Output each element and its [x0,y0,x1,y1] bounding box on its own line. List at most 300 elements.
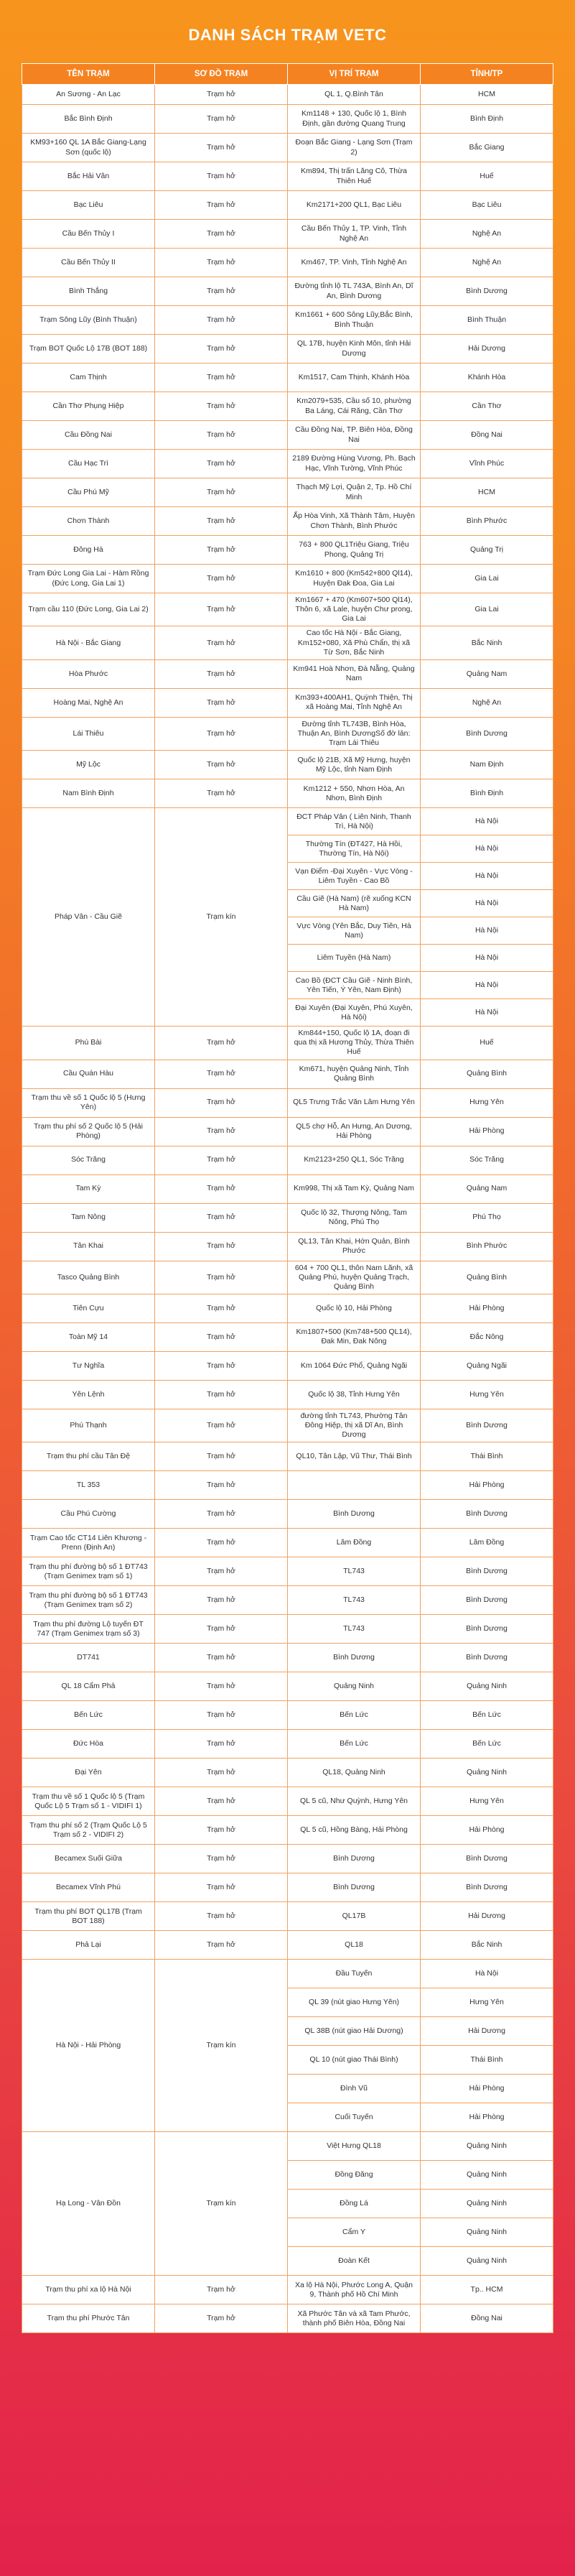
province-cell: Hải Phòng [421,1117,553,1146]
province-cell: Hưng Yên [421,1088,553,1117]
province-cell: Hà Nội [421,808,553,835]
station-location-cell: Đường tỉnh lộ TL 743A, Bình An, Dĩ An, Bình Dương [288,277,421,306]
station-name-cell: Đông Hà [22,536,155,565]
province-cell: Bến Lức [421,1701,553,1730]
station-map-cell: Trạm hở [155,1027,288,1060]
station-map-cell: Trạm hở [155,1471,288,1500]
station-location-cell: Bình Dương [288,1644,421,1672]
table-row [22,1816,553,1845]
station-map-cell: Trạm hở [155,1088,288,1117]
table-row [22,277,553,306]
table-header-row [22,64,553,85]
station-location-cell: TL743 [288,1615,421,1644]
table-row [22,478,553,507]
province-cell: Quảng Nam [421,1175,553,1203]
station-map-cell: Trạm hở [155,2304,288,2333]
station-map-cell: Trạm hở [155,1759,288,1787]
province-cell: Bình Dương [421,1615,553,1644]
station-location-cell: Cao tốc Hà Nội - Bắc Giang, Km152+080, Xã Phù Chẩn, thị xã Từ Sơn, Bắc Ninh [288,626,421,659]
table-row [22,1672,553,1701]
station-location-cell: Liêm Tuyền (Hà Nam) [288,945,421,972]
province-cell: Bắc Giang [421,134,553,162]
table-row [22,306,553,335]
station-location-cell: QL5 chợ Hỗ, An Hưng, An Dương, Hải Phòng [288,1117,421,1146]
station-name-cell: Trạm Sông Lũy (Bình Thuận) [22,306,155,335]
table-row [22,1644,553,1672]
station-map-cell: Trạm hở [155,1442,288,1471]
station-name-cell: Yên Lệnh [22,1380,155,1409]
station-location-cell: QL5 Trưng Trắc Văn Lâm Hưng Yên [288,1088,421,1117]
station-map-cell: Trạm hở [155,306,288,335]
station-location-cell: Km1148 + 130, Quốc lộ 1, Bình Định, gần đường Quang Trung [288,105,421,134]
table-row [22,450,553,478]
station-name-cell: Cầu Bến Thủy II [22,249,155,277]
station-map-cell: Trạm hở [155,1787,288,1816]
station-location-cell: Bình Dương [288,1873,421,1902]
station-location-cell: đường tỉnh TL743, Phường Tân Đông Hiệp, thị xã Dĩ An, Bình Dương [288,1409,421,1442]
province-cell: Bình Dương [421,717,553,750]
station-map-cell: Trạm kín [155,2132,288,2276]
station-location-cell: Bến Lức [288,1730,421,1759]
province-cell: Bình Định [421,105,553,134]
table-row [22,1500,553,1529]
table-row [22,1232,553,1261]
table-row [22,717,553,750]
station-name-cell: Đại Yên [22,1759,155,1787]
station-name-cell: Trạm thu về số 1 Quốc lộ 5 (Trạm Quốc Lộ 5 Trạm số 1 - VIDIFI 1) [22,1787,155,1816]
station-name-cell: Hà Nội - Bắc Giang [22,626,155,659]
station-map-cell: Trạm hở [155,1232,288,1261]
station-map-cell: Trạm hở [155,450,288,478]
province-cell: Bình Dương [421,1644,553,1672]
station-map-cell: Trạm kín [155,808,288,1027]
province-cell: Cần Thơ [421,392,553,421]
station-name-cell: DT741 [22,1644,155,1672]
table-row [22,1261,553,1294]
station-location-cell: Thường Tín (ĐT427, Hà Hồi, Thường Tín, Hà Nội) [288,835,421,863]
station-map-cell: Trạm hở [155,1500,288,1529]
station-name-cell: Nam Bình Định [22,779,155,808]
page-title: DANH SÁCH TRẠM VETC [188,26,387,44]
station-location-cell [288,1471,421,1500]
station-name-cell: Trạm thu phí số 2 Quốc lộ 5 (Hải Phòng) [22,1117,155,1146]
station-location-cell: Xã Phước Tân và xã Tam Phước, thành phố Biên Hòa, Đồng Nai [288,2304,421,2333]
province-cell: Đồng Nai [421,421,553,450]
province-cell: Nghệ An [421,249,553,277]
station-name-cell: Trạm thu phí đường bộ số 1 ĐT743 (Trạm Genimex trạm số 2) [22,1586,155,1615]
table-row [22,1322,553,1351]
station-map-cell: Trạm hở [155,688,288,717]
province-cell: Hà Nội [421,945,553,972]
station-name-cell: Tân Khai [22,1232,155,1261]
table-row [22,1203,553,1232]
province-cell: Hà Nội [421,917,553,945]
province-cell: Sóc Trăng [421,1146,553,1175]
station-location-cell: Km1610 + 800 (Km542+800 Ql14), Huyện Đak Đoa, Gia Lai [288,565,421,593]
station-map-cell: Trạm hở [155,1060,288,1088]
province-cell: Hưng Yên [421,1787,553,1816]
station-map-cell: Trạm hở [155,1529,288,1557]
table-row [22,1615,553,1644]
station-location-cell: Quốc lộ 21B, Xã Mỹ Hưng, huyện Mỹ Lộc, tỉnh Nam Định [288,751,421,779]
province-cell: Quảng Bình [421,1060,553,1088]
province-cell: Nghệ An [421,220,553,249]
station-name-cell: Bình Thắng [22,277,155,306]
station-location-cell: QL18 [288,1931,421,1960]
province-cell: Hà Nội [421,972,553,999]
station-map-cell: Trạm hở [155,1845,288,1873]
table-row [22,1175,553,1203]
station-map-cell: Trạm hở [155,1380,288,1409]
station-name-cell: QL 18 Cẩm Phả [22,1672,155,1701]
table-row [22,659,553,688]
station-location-cell: Đường tỉnh TL743B, Bình Hòa, Thuận An, Bình DươngSố đờ lản: Trạm Lái Thiêu [288,717,421,750]
station-location-cell: Quốc lộ 38, Tỉnh Hưng Yên [288,1380,421,1409]
station-map-cell: Trạm hở [155,1672,288,1701]
table-row [22,536,553,565]
province-cell: Lâm Đồng [421,1529,553,1557]
station-location-cell: Đầu Tuyến [288,1960,421,1988]
province-cell: Hải Phòng [421,1816,553,1845]
station-location-cell: Cuối Tuyến [288,2103,421,2132]
table-row [22,2276,553,2304]
table-row [22,363,553,392]
table-row [22,1529,553,1557]
province-cell: Quảng Ninh [421,2132,553,2161]
station-name-cell: Trạm thu phí đường bộ số 1 ĐT743 (Trạm Genimex trạm số 1) [22,1557,155,1586]
station-location-cell: Quảng Ninh [288,1672,421,1701]
table-row [22,162,553,191]
province-cell: Nghệ An [421,688,553,717]
station-name-cell: Bạc Liêu [22,191,155,220]
station-location-cell: Thạch Mỹ Lợi, Quận 2, Tp. Hồ Chí Minh [288,478,421,507]
station-location-cell: Km1807+500 (Km748+500 QL14), Đak Min, Đak Nông [288,1322,421,1351]
table-row [22,1845,553,1873]
table-row [22,1294,553,1322]
station-map-cell: Trạm hở [155,1261,288,1294]
table-row [22,249,553,277]
table-row [22,85,553,105]
province-cell: Bạc Liêu [421,191,553,220]
province-cell: Đắc Nông [421,1322,553,1351]
province-cell: Tp.. HCM [421,2276,553,2304]
province-cell: Hải Dương [421,1902,553,1931]
station-map-cell: Trạm hở [155,421,288,450]
station-name-cell: Phú Bài [22,1027,155,1060]
station-location-cell: Đồng Lá [288,2190,421,2218]
station-name-cell: Hòa Phước [22,659,155,688]
station-name-cell: Cầu Bến Thủy I [22,220,155,249]
station-name-cell: Bắc Bình Định [22,105,155,134]
table-row [22,1380,553,1409]
station-map-cell: Trạm hở [155,1902,288,1931]
station-location-cell: Km1667 + 470 (Km607+500 Ql14), Thôn 6, xã Lale, huyện Chư prong, Gia Lai [288,593,421,626]
province-cell: HCM [421,85,553,105]
station-name-cell: Tam Nông [22,1203,155,1232]
station-map-cell: Trạm hở [155,1203,288,1232]
station-location-cell: Km894, Thị trấn Lăng Cô, Thừa Thiên Huế [288,162,421,191]
station-location-cell: Cẩm Y [288,2218,421,2247]
station-location-cell: Đồng Đăng [288,2161,421,2190]
station-location-cell: Km671, huyện Quảng Ninh, Tỉnh Quảng Bình [288,1060,421,1088]
station-map-cell: Trạm hở [155,2276,288,2304]
station-location-cell: ĐCT Pháp Vân ( Liên Ninh, Thanh Trì, Hà Nội) [288,808,421,835]
table-row [22,565,553,593]
station-location-cell: Cao Bồ (ĐCT Cầu Giẽ - Ninh Bình, Yên Tiến, Ý Yên, Nam Định) [288,972,421,999]
station-map-cell: Trạm hở [155,478,288,507]
province-cell: Bến Lức [421,1730,553,1759]
table-row [22,1409,553,1442]
station-location-cell: TL743 [288,1586,421,1615]
station-name-cell: Tiên Cựu [22,1294,155,1322]
table-row [22,191,553,220]
station-name-cell: Pháp Vân - Cầu Giẽ [22,808,155,1027]
station-location-cell: 763 + 800 QL1Triệu Giang, Triệu Phong, Quảng Trị [288,536,421,565]
province-cell: Hải Phòng [421,2075,553,2103]
province-cell: Thái Bình [421,2046,553,2075]
province-cell: Hà Nội [421,999,553,1027]
table-row [22,1931,553,1960]
station-map-cell: Trạm hở [155,363,288,392]
station-location-cell: Km2079+535, Cầu số 10, phường Ba Láng, Cái Răng, Cần Thơ [288,392,421,421]
station-location-cell: Lâm Đồng [288,1529,421,1557]
province-cell: Thái Bình [421,1442,553,1471]
station-name-cell: Trạm Cao tốc CT14 Liên Khương - Prenn (Định An) [22,1529,155,1557]
station-location-cell: Đoàn Kết [288,2247,421,2276]
table-row [22,421,553,450]
table-row [22,779,553,808]
station-name-cell: Trạm thu phí Phước Tân [22,2304,155,2333]
province-cell: Quảng Trị [421,536,553,565]
station-location-cell: Km1517, Cam Thịnh, Khánh Hòa [288,363,421,392]
station-name-cell: An Sương - An Lạc [22,85,155,105]
station-map-cell: Trạm hở [155,1557,288,1586]
station-name-cell: Trạm thu phí BOT QL17B (Trạm BOT 188) [22,1902,155,1931]
station-map-cell: Trạm hở [155,191,288,220]
table-row [22,1471,553,1500]
province-cell: Phú Thọ [421,1203,553,1232]
province-cell: Gia Lai [421,565,553,593]
station-name-cell: Tư Nghĩa [22,1351,155,1380]
province-cell: Bình Dương [421,1873,553,1902]
station-location-cell: QL13, Tân Khai, Hớn Quản, Bình Phước [288,1232,421,1261]
station-location-cell: Km1212 + 550, Nhơn Hòa, An Nhơn, Bình Định [288,779,421,808]
table-row [22,626,553,659]
station-location-cell: Vạn Điểm -Đại Xuyên - Vực Vòng - Liêm Tuyền - Cao Bồ [288,863,421,890]
station-name-cell: Cần Thơ Phụng Hiệp [22,392,155,421]
province-cell: Quảng Ninh [421,2247,553,2276]
station-location-cell: Km844+150, Quốc lộ 1A, đoạn đi qua thị xã Hương Thủy, Thừa Thiên Huế [288,1027,421,1060]
province-cell: Huế [421,162,553,191]
station-location-cell: Bến Lức [288,1701,421,1730]
province-cell: Bắc Ninh [421,1931,553,1960]
province-cell: Bình Dương [421,1557,553,1586]
station-map-cell: Trạm hở [155,1730,288,1759]
station-name-cell: Phú Thạnh [22,1409,155,1442]
table-row [22,220,553,249]
province-cell: Quảng Ninh [421,2190,553,2218]
station-location-cell: Km393+400AH1, Quỳnh Thiện, Thị xã Hoàng Mai, Tỉnh Nghệ An [288,688,421,717]
station-name-cell: Cầu Phú Mỹ [22,478,155,507]
station-map-cell: Trạm hở [155,1146,288,1175]
province-cell: HCM [421,478,553,507]
station-map-cell: Trạm hở [155,565,288,593]
station-map-cell: Trạm hở [155,507,288,536]
station-name-cell: Lái Thiêu [22,717,155,750]
header-station-location: VỊ TRÍ TRẠM [288,64,421,85]
province-cell: Hải Dương [421,2017,553,2046]
station-map-cell: Trạm hở [155,779,288,808]
station-name-cell: Trạm thu về số 1 Quốc lộ 5 (Hưng Yên) [22,1088,155,1117]
table-row [22,1902,553,1931]
province-cell: Bình Dương [421,1586,553,1615]
station-map-cell: Trạm hở [155,134,288,162]
station-map-cell: Trạm hở [155,536,288,565]
province-cell: Bình Định [421,779,553,808]
table-row [22,1701,553,1730]
station-name-cell: Tam Kỳ [22,1175,155,1203]
header-station-name: TÊN TRẠM [22,64,155,85]
table-row [22,507,553,536]
province-cell: Hà Nội [421,1960,553,1988]
stations-table [22,63,553,2333]
table-row [22,1557,553,1586]
station-map-cell: Trạm hở [155,1816,288,1845]
station-location-cell: QL 39 (nút giao Hưng Yên) [288,1988,421,2017]
station-name-cell: Bến Lức [22,1701,155,1730]
table-row [22,1117,553,1146]
station-map-cell: Trạm hở [155,717,288,750]
table-row [22,593,553,626]
station-name-cell: Cầu Hạc Trì [22,450,155,478]
province-cell: Bắc Ninh [421,626,553,659]
station-location-cell: QL 5 cũ, Như Quỳnh, Hưng Yên [288,1787,421,1816]
province-cell: Đồng Nai [421,2304,553,2333]
station-map-cell: Trạm hở [155,1351,288,1380]
table-row [22,134,553,162]
station-name-cell: Cam Thịnh [22,363,155,392]
station-name-cell: Hà Nội - Hải Phòng [22,1960,155,2132]
station-location-cell: Quốc lộ 10, Hải Phòng [288,1294,421,1322]
table-row [22,808,553,835]
province-cell: Hải Phòng [421,1294,553,1322]
province-cell: Hải Phòng [421,1471,553,1500]
table-row [22,1960,553,1988]
station-location-cell: QL 38B (nút giao Hải Dương) [288,2017,421,2046]
station-map-cell: Trạm hở [155,392,288,421]
station-name-cell: Mỹ Lộc [22,751,155,779]
station-name-cell: Bắc Hải Vân [22,162,155,191]
station-map-cell: Trạm hở [155,277,288,306]
station-name-cell: Cầu Phú Cường [22,1500,155,1529]
station-name-cell: Tasco Quảng Bình [22,1261,155,1294]
table-row [22,1088,553,1117]
table-row [22,1759,553,1787]
province-cell: Hải Dương [421,335,553,363]
station-map-cell: Trạm hở [155,1322,288,1351]
table-row [22,392,553,421]
station-name-cell: Chơn Thành [22,507,155,536]
province-cell: Hà Nội [421,890,553,917]
province-cell: Vĩnh Phúc [421,450,553,478]
station-name-cell: Trạm thu phí xa lộ Hà Nội [22,2276,155,2304]
station-map-cell: Trạm hở [155,1294,288,1322]
station-location-cell: Km2171+200 QL1, Bạc Liêu [288,191,421,220]
station-map-cell: Trạm hở [155,162,288,191]
station-map-cell: Trạm hở [155,593,288,626]
table-row [22,1146,553,1175]
table-row [22,1442,553,1471]
station-map-cell: Trạm hở [155,335,288,363]
station-location-cell: QL10, Tân Lập, Vũ Thư, Thái Bình [288,1442,421,1471]
station-name-cell: Becamex Vĩnh Phú [22,1873,155,1902]
station-name-cell: Phả Lại [22,1931,155,1960]
station-location-cell: Đại Xuyên (Đại Xuyên, Phú Xuyên, Hà Nội) [288,999,421,1027]
province-cell: Quảng Ninh [421,2218,553,2247]
station-name-cell: Cầu Đồng Nai [22,421,155,450]
station-name-cell: Trạm thu phí số 2 (Trạm Quốc Lộ 5 Trạm số 2 - VIDIFI 2) [22,1816,155,1845]
station-name-cell: Trạm thu phí cầu Tân Đệ [22,1442,155,1471]
province-cell: Quảng Ninh [421,1759,553,1787]
station-map-cell: Trạm hở [155,1586,288,1615]
station-name-cell: Becamex Suối Giữa [22,1845,155,1873]
table-row [22,1586,553,1615]
table-row [22,2304,553,2333]
station-name-cell: Cầu Quán Hàu [22,1060,155,1088]
station-location-cell: Đình Vũ [288,2075,421,2103]
station-location-cell: Việt Hưng QL18 [288,2132,421,2161]
province-cell: Bình Dương [421,277,553,306]
table-row [22,751,553,779]
station-location-cell: 604 + 700 QL1, thôn Nam Lãnh, xã Quảng Phú, huyện Quảng Trạch, Quảng Bình [288,1261,421,1294]
province-cell: Bình Thuận [421,306,553,335]
table-row [22,1873,553,1902]
station-name-cell: Trạm BOT Quốc Lộ 17B (BOT 188) [22,335,155,363]
station-location-cell: Cầu Đồng Nai, TP. Biên Hòa, Đồng Nai [288,421,421,450]
station-location-cell: Km 1064 Đức Phổ, Quảng Ngãi [288,1351,421,1380]
province-cell: Hà Nội [421,863,553,890]
station-location-cell: 2189 Đường Hùng Vương, Ph. Bạch Hạc, Vĩnh Tường, Vĩnh Phúc [288,450,421,478]
table-row [22,1027,553,1060]
station-location-cell: Cầu Bến Thủy 1, TP. Vinh, Tỉnh Nghệ An [288,220,421,249]
station-location-cell: QL 5 cũ, Hồng Bàng, Hải Phòng [288,1816,421,1845]
header-station-map: SƠ ĐỒ TRẠM [155,64,288,85]
province-cell: Gia Lai [421,593,553,626]
station-location-cell: Xa lộ Hà Nội, Phước Long A, Quận 9, Thành phố Hồ Chí Minh [288,2276,421,2304]
province-cell: Nam Định [421,751,553,779]
station-location-cell: Bình Dương [288,1845,421,1873]
station-name-cell: Hạ Long - Vân Đồn [22,2132,155,2276]
province-cell: Khánh Hòa [421,363,553,392]
table-row [22,335,553,363]
station-name-cell: Đức Hòa [22,1730,155,1759]
station-name-cell: Trạm Đức Long Gia Lai - Hàm Rồng (Đức Long, Gia Lai 1) [22,565,155,593]
station-location-cell: Km998, Thị xã Tam Kỳ, Quảng Nam [288,1175,421,1203]
table-row [22,1060,553,1088]
station-map-cell: Trạm hở [155,1409,288,1442]
province-cell: Huế [421,1027,553,1060]
station-map-cell: Trạm hở [155,1615,288,1644]
province-cell: Bình Phước [421,1232,553,1261]
province-cell: Hải Phòng [421,2103,553,2132]
station-location-cell: Vực Vòng (Yên Bắc, Duy Tiên, Hà Nam) [288,917,421,945]
station-location-cell: Quốc lộ 32, Thượng Nông, Tam Nông, Phú Thọ [288,1203,421,1232]
station-location-cell: Cầu Giẽ (Hà Nam) (rẽ xuống KCN Hà Nam) [288,890,421,917]
station-location-cell: Km941 Hoà Nhơn, Đà Nẵng, Quảng Nam [288,659,421,688]
station-location-cell: QL 10 (nút giao Thái Bình) [288,2046,421,2075]
header-province: TỈNH/TP [421,64,553,85]
province-cell: Quảng Ninh [421,2161,553,2190]
